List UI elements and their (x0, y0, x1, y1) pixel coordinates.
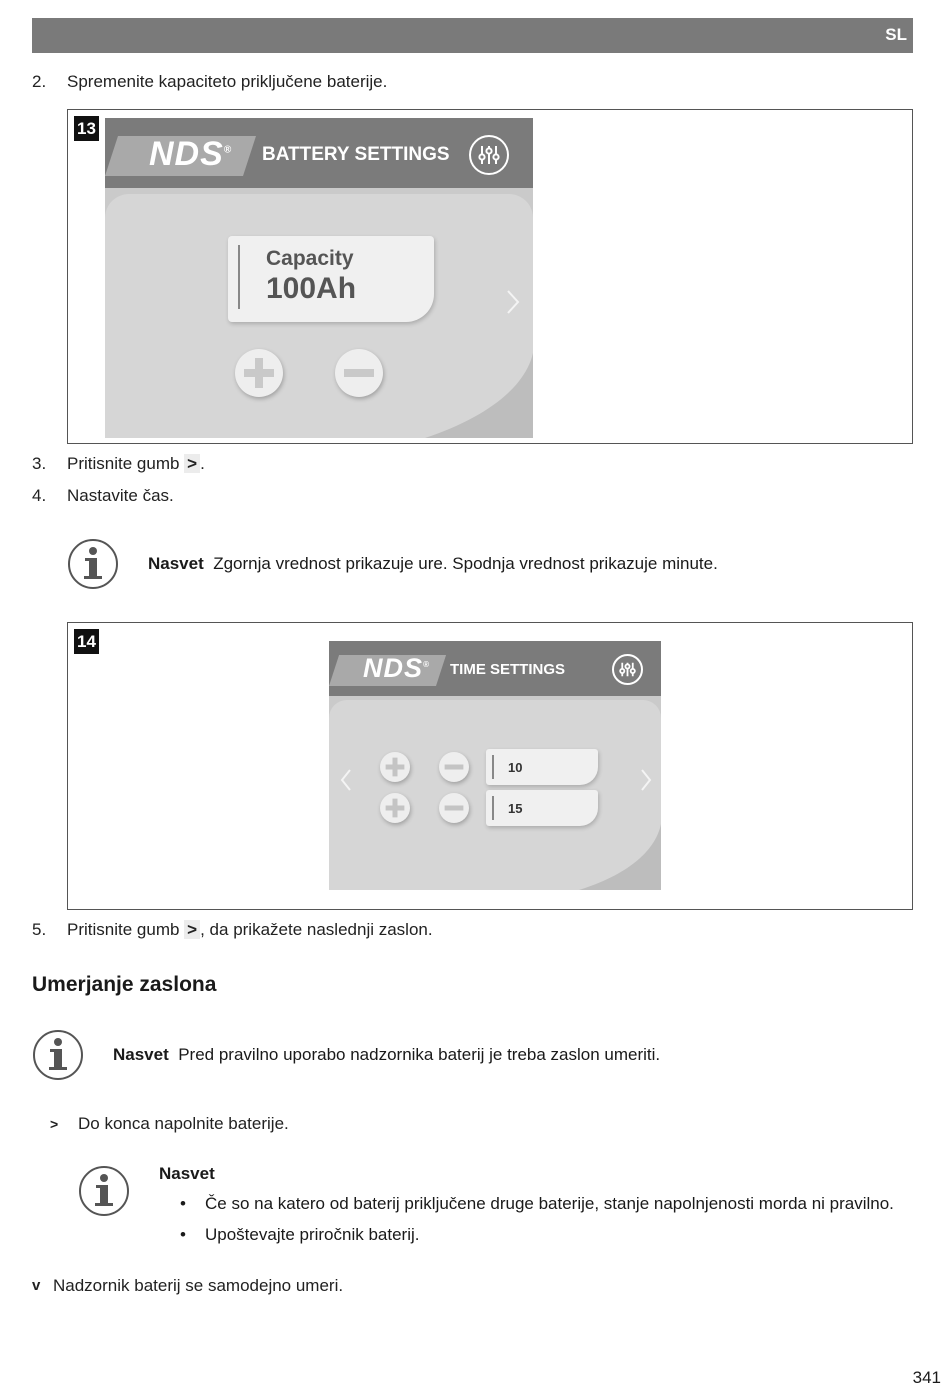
step-text: Nastavite čas. (67, 486, 174, 505)
plus-icon (380, 793, 410, 823)
minus-icon (335, 349, 383, 397)
result-marker: v (32, 1277, 41, 1294)
screen-title: TIME SETTINGS (450, 661, 566, 678)
result-item (32, 1276, 912, 1298)
next-key: > (184, 920, 200, 939)
step-number: 3. (32, 454, 47, 473)
capacity-field[interactable] (228, 236, 434, 322)
info-icon (67, 538, 119, 595)
hours-minus-button[interactable] (439, 752, 469, 782)
tip-label: Nasvet (148, 554, 204, 573)
field-divider (492, 755, 494, 779)
figure-number: 13 (74, 116, 99, 141)
screen-title: BATTERY SETTINGS (262, 144, 450, 165)
hours-value: 10 (508, 760, 523, 775)
figure-13 (67, 109, 913, 444)
step-4 (32, 486, 912, 508)
plus-icon (380, 752, 410, 782)
header-bar (32, 18, 913, 53)
step-3 (32, 454, 912, 476)
tip-2 (113, 1045, 660, 1065)
field-divider (492, 796, 494, 820)
action-text: Do konca napolnite baterije. (78, 1114, 289, 1133)
tip-bullet-text: Če so na katero od baterij priključene druge baterije, stanje napolnjenosti morda ni pravilno. (205, 1194, 894, 1213)
tip-text: Zgornja vrednost prikazuje ure. Spodnja vrednost prikazuje minute. (213, 554, 718, 573)
step-number: 2. (32, 72, 47, 91)
chevron-right-icon[interactable] (505, 288, 521, 323)
minutes-minus-button[interactable] (439, 793, 469, 823)
info-icon (78, 1165, 130, 1222)
figure-14 (67, 622, 913, 910)
minutes-plus-button[interactable] (380, 793, 410, 823)
hours-field[interactable] (486, 749, 598, 785)
tip-bullet-text: Upoštevajte priročnik baterij. (205, 1225, 420, 1244)
info-icon (32, 1029, 84, 1086)
result-text: Nadzornik baterij se samodejno umeri. (53, 1276, 344, 1295)
field-divider (238, 245, 240, 309)
next-key: > (184, 454, 200, 473)
minus-button[interactable] (335, 349, 383, 397)
tip-3 (159, 1164, 215, 1184)
step-text: Pritisnite gumb > . (67, 454, 205, 473)
tip-text: Pred pravilno uporabo nadzornika baterij je treba zaslon umeriti. (178, 1045, 661, 1064)
minus-icon (439, 752, 469, 782)
minutes-value: 15 (508, 801, 523, 816)
action-item (50, 1114, 910, 1136)
plus-button[interactable] (235, 349, 283, 397)
plus-icon (235, 349, 283, 397)
hours-plus-button[interactable] (380, 752, 410, 782)
step-text: Pritisnite gumb > , da prikažete naslednji zaslon. (67, 920, 433, 939)
step-number: 4. (32, 486, 47, 505)
step-2 (32, 72, 912, 94)
section-heading: Umerjanje zaslona (32, 973, 217, 996)
time-settings-screen (329, 641, 661, 890)
battery-settings-screen (105, 118, 533, 438)
tip-1 (148, 554, 718, 574)
minutes-field[interactable] (486, 790, 598, 826)
step-text: Spremenite kapaciteto priključene baterije. (67, 72, 388, 91)
capacity-value: 100Ah (266, 272, 357, 305)
chevron-right-icon[interactable] (639, 768, 653, 796)
tip-label: Nasvet (113, 1045, 169, 1064)
step-5 (32, 920, 912, 942)
language-code: SL (885, 25, 907, 44)
nds-logo: NDS® (363, 653, 430, 683)
page-number: 341 (912, 1368, 941, 1387)
nds-logo: NDS® (149, 135, 233, 173)
minus-icon (439, 793, 469, 823)
action-marker: > (50, 1116, 59, 1132)
capacity-label: Capacity (266, 247, 354, 270)
tip-label: Nasvet (159, 1164, 215, 1183)
step-number: 5. (32, 920, 47, 939)
figure-number: 14 (74, 629, 99, 654)
chevron-left-icon[interactable] (339, 768, 353, 796)
